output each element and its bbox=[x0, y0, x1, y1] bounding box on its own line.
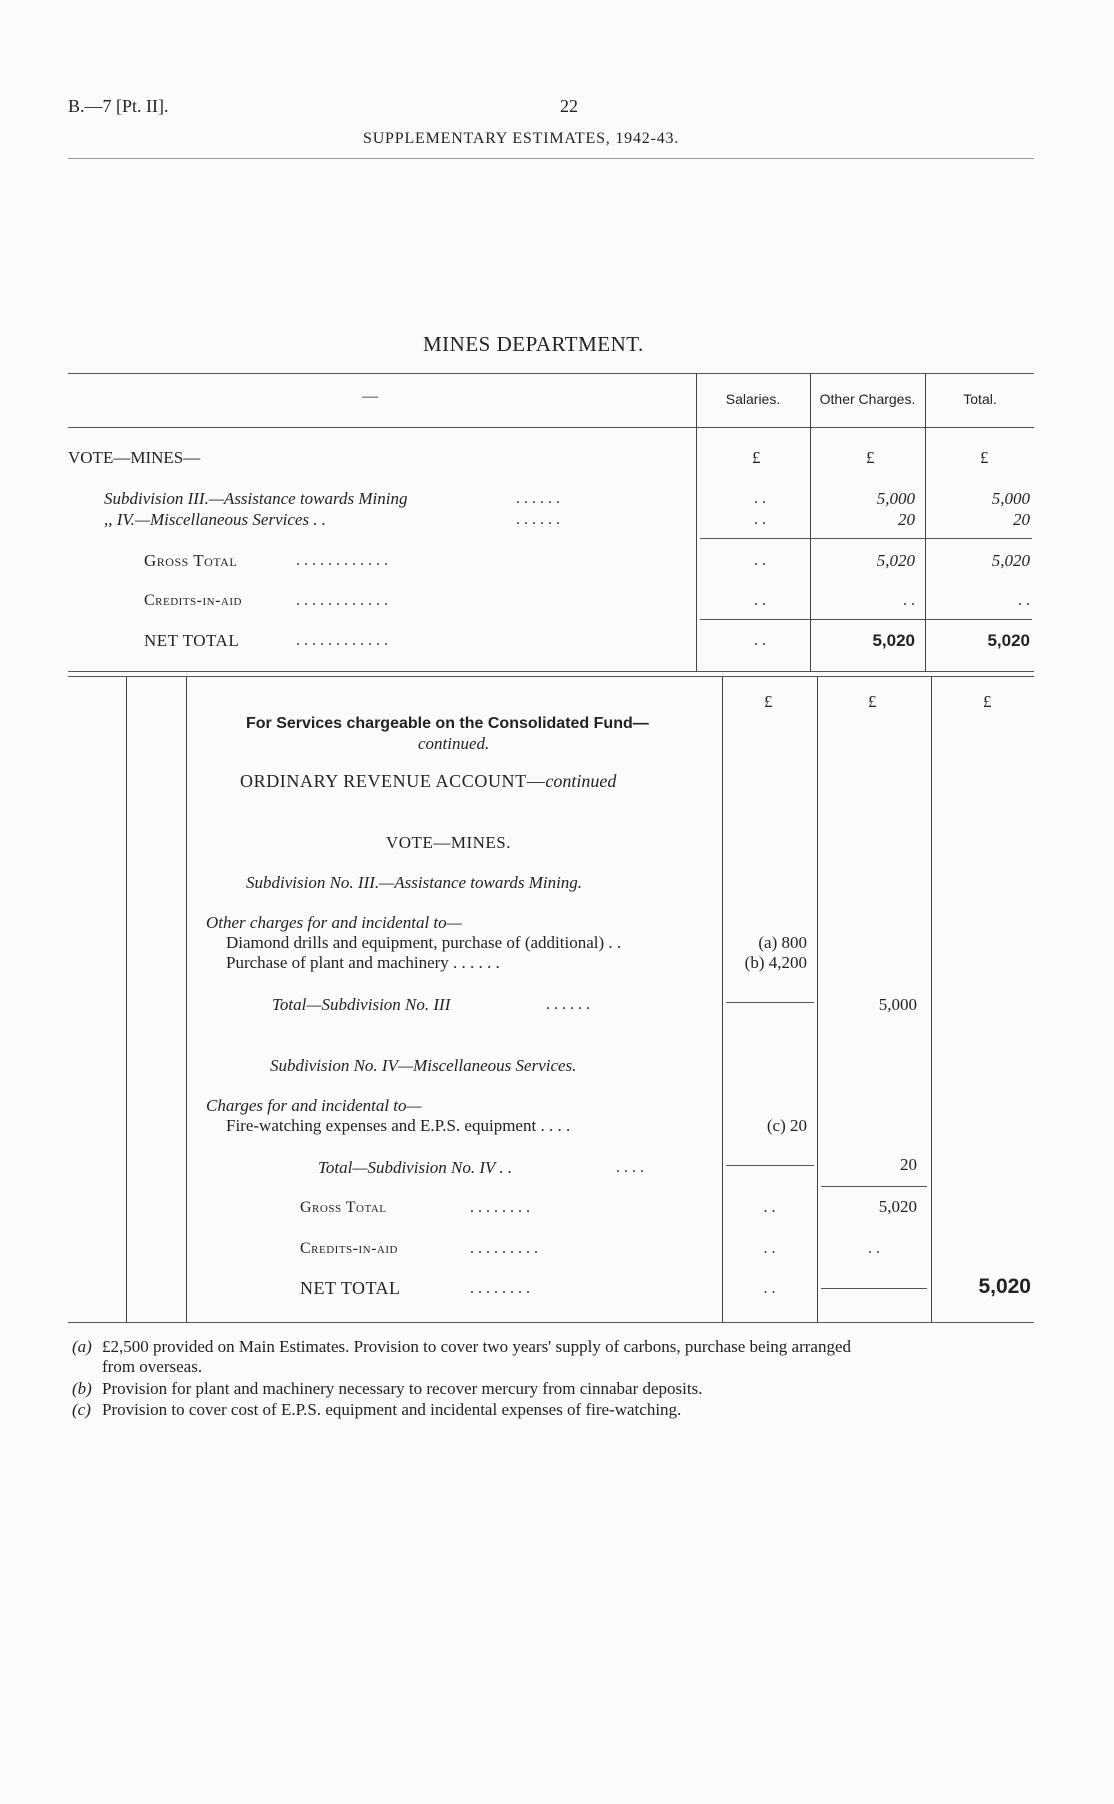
subdivision-iii-salaries: . . bbox=[754, 490, 766, 507]
page-title: SUPPLEMENTARY ESTIMATES, 1942-43. bbox=[363, 130, 680, 147]
credits-in-aid-total: . . bbox=[1018, 592, 1030, 609]
consolidated-fund-continued: continued. bbox=[418, 734, 490, 753]
detail-col-rule-a bbox=[126, 676, 127, 1322]
detail-credits-in-aid-col1: . . bbox=[763, 1240, 776, 1257]
detail-col-rule-b bbox=[186, 676, 187, 1322]
subdivision-iv-salaries: . . bbox=[754, 511, 766, 528]
subdivision-iii-label: Subdivision III.—Assistance towards Mining bbox=[104, 489, 408, 508]
salaries-pound: £ bbox=[752, 448, 761, 467]
net-total-other: 5,020 bbox=[872, 631, 915, 650]
footnote-b-text: Provision for plant and machinery necessary to recover mercury from cinnabar deposits. bbox=[102, 1379, 703, 1398]
net-total-dots: . . . . . . . . . . . . bbox=[296, 632, 388, 649]
ordinary-revenue-account-continued: continued bbox=[545, 771, 617, 791]
footnote-b-marker: (b) bbox=[72, 1379, 92, 1398]
credits-in-aid-salaries: . . bbox=[754, 592, 766, 609]
detail-col-rule-3 bbox=[931, 676, 932, 1322]
subdivision-iv-heading: Subdivision No. IV—Miscellaneous Services. bbox=[270, 1056, 577, 1075]
fire-watching-amount: (c) 20 bbox=[766, 1116, 807, 1135]
total-subdivision-iv-dots: . . . . bbox=[616, 1159, 644, 1176]
subdivision-iv-dots: . . . . . . bbox=[516, 511, 560, 528]
footnote-a-marker: (a) bbox=[72, 1337, 92, 1356]
footnote-a-text: £2,500 provided on Main Estimates. Provision to cover two years' supply of carbons, purchase being arranged bbox=[102, 1337, 852, 1356]
detail-net-total-dots: . . . . . . . . bbox=[470, 1280, 530, 1297]
footnote-a-text-cont: from overseas. bbox=[102, 1357, 203, 1376]
net-total-salaries: . . bbox=[754, 632, 766, 649]
detail-gross-total-col1: . . bbox=[763, 1199, 776, 1216]
detail-pound-2: £ bbox=[868, 692, 877, 711]
total-subdivision-iii-label: Total—Subdivision No. III bbox=[272, 995, 451, 1014]
total-subdivision-iii-amount: 5,000 bbox=[878, 995, 917, 1014]
plant-machinery-item: Purchase of plant and machinery . . . . . . bbox=[226, 953, 500, 972]
other-charges-label: Other charges for and incidental to— bbox=[206, 913, 462, 932]
document-reference: B.—7 [Pt. II]. bbox=[68, 96, 169, 116]
subdivision-iv-other: 20 bbox=[898, 510, 915, 529]
detail-bottom-rule bbox=[68, 1322, 1034, 1323]
subdivision-iii-heading: Subdivision No. III.—Assistance towards Mining. bbox=[246, 873, 583, 892]
vote-mines-label: VOTE—MINES— bbox=[68, 448, 201, 467]
header-dash: — bbox=[362, 388, 378, 405]
plant-machinery-amount: (b) 4,200 bbox=[744, 953, 807, 972]
net-total-total: 5,020 bbox=[987, 631, 1030, 650]
gross-total-salaries: . . bbox=[754, 552, 766, 569]
detail-credits-in-aid-dots: . . . . . . . . . bbox=[470, 1240, 538, 1257]
col-header-salaries: Salaries. bbox=[725, 391, 781, 407]
total-subdivision-iii-dots: . . . . . . bbox=[546, 996, 590, 1013]
detail-pound-1: £ bbox=[764, 692, 773, 711]
total-subdivision-iv-amount: 20 bbox=[900, 1155, 917, 1174]
detail-net-total-total: 5,020 bbox=[978, 1275, 1031, 1298]
fire-watching-item: Fire-watching expenses and E.P.S. equipment . . . . bbox=[226, 1116, 571, 1135]
vote-mines-heading: VOTE—MINES. bbox=[386, 833, 511, 852]
detail-gross-total-dots: . . . . . . . . bbox=[470, 1199, 530, 1216]
sub3-sum-rule bbox=[726, 1002, 814, 1003]
detail-gross-total-label: Gross Total bbox=[300, 1199, 387, 1216]
ordinary-revenue-account-title bbox=[240, 771, 616, 792]
charges-for-label: Charges for and incidental to— bbox=[206, 1096, 422, 1115]
sum-rule-2 bbox=[700, 619, 1032, 620]
summary-top-rule bbox=[68, 373, 1034, 374]
total-pound: £ bbox=[980, 448, 989, 467]
detail-net-total-label: NET TOTAL bbox=[300, 1278, 401, 1298]
col-header-total: Total. bbox=[963, 391, 997, 407]
credits-in-aid-label: Credits-in-aid bbox=[144, 592, 242, 609]
subdivision-iii-total: 5,000 bbox=[991, 489, 1030, 508]
detail-gross-total-col2: 5,020 bbox=[878, 1197, 917, 1216]
gross-sum-rule bbox=[821, 1186, 927, 1187]
net-sum-rule bbox=[821, 1288, 927, 1289]
gross-total-total: 5,020 bbox=[991, 551, 1030, 570]
subdivision-iv-label: ,, IV.—Miscellaneous Services . . bbox=[104, 510, 327, 529]
subdivision-iii-dots: . . . . . . bbox=[516, 490, 560, 507]
gross-total-dots: . . . . . . . . . . . . bbox=[296, 552, 388, 569]
detail-credits-in-aid-col2: . . bbox=[868, 1240, 880, 1257]
consolidated-fund-heading: For Services chargeable on the Consolidated Fund— bbox=[246, 715, 649, 732]
detail-credits-in-aid-label: Credits-in-aid bbox=[300, 1240, 398, 1257]
ordinary-revenue-account-label: ORDINARY REVENUE ACCOUNT— bbox=[240, 771, 546, 791]
summary-bottom-rule bbox=[68, 671, 1034, 672]
sum-rule-1 bbox=[700, 538, 1032, 539]
detail-col-rule-1 bbox=[722, 676, 723, 1322]
header-rule bbox=[68, 158, 1034, 159]
footnote-c-marker: (c) bbox=[72, 1400, 91, 1419]
subdivision-iii-other: 5,000 bbox=[876, 489, 915, 508]
total-subdivision-iv-label: Total—Subdivision No. IV . . bbox=[318, 1158, 513, 1177]
gross-total-other: 5,020 bbox=[876, 551, 915, 570]
summary-header-rule bbox=[68, 427, 1034, 428]
sub4-sum-rule bbox=[726, 1165, 814, 1166]
footnote-c-text: Provision to cover cost of E.P.S. equipment and incidental expenses of fire-watching. bbox=[102, 1400, 682, 1419]
credits-in-aid-other: . . bbox=[903, 592, 915, 609]
net-total-label: NET TOTAL bbox=[144, 631, 240, 650]
page-number: 22 bbox=[560, 96, 578, 116]
other-pound: £ bbox=[866, 448, 875, 467]
detail-net-total-col1: . . bbox=[763, 1280, 776, 1297]
department-title: MINES DEPARTMENT. bbox=[423, 332, 644, 356]
subdivision-iv-total: 20 bbox=[1013, 510, 1030, 529]
col-header-other-charges: Other Charges. bbox=[819, 391, 916, 407]
detail-pound-3: £ bbox=[983, 692, 992, 711]
diamond-drills-amount: (a) 800 bbox=[758, 933, 807, 952]
credits-in-aid-dots: . . . . . . . . . . . . bbox=[296, 592, 388, 609]
diamond-drills-item: Diamond drills and equipment, purchase of (additional) . . bbox=[226, 933, 622, 952]
detail-top-rule bbox=[68, 676, 1034, 677]
gross-total-label: Gross Total bbox=[144, 551, 238, 570]
